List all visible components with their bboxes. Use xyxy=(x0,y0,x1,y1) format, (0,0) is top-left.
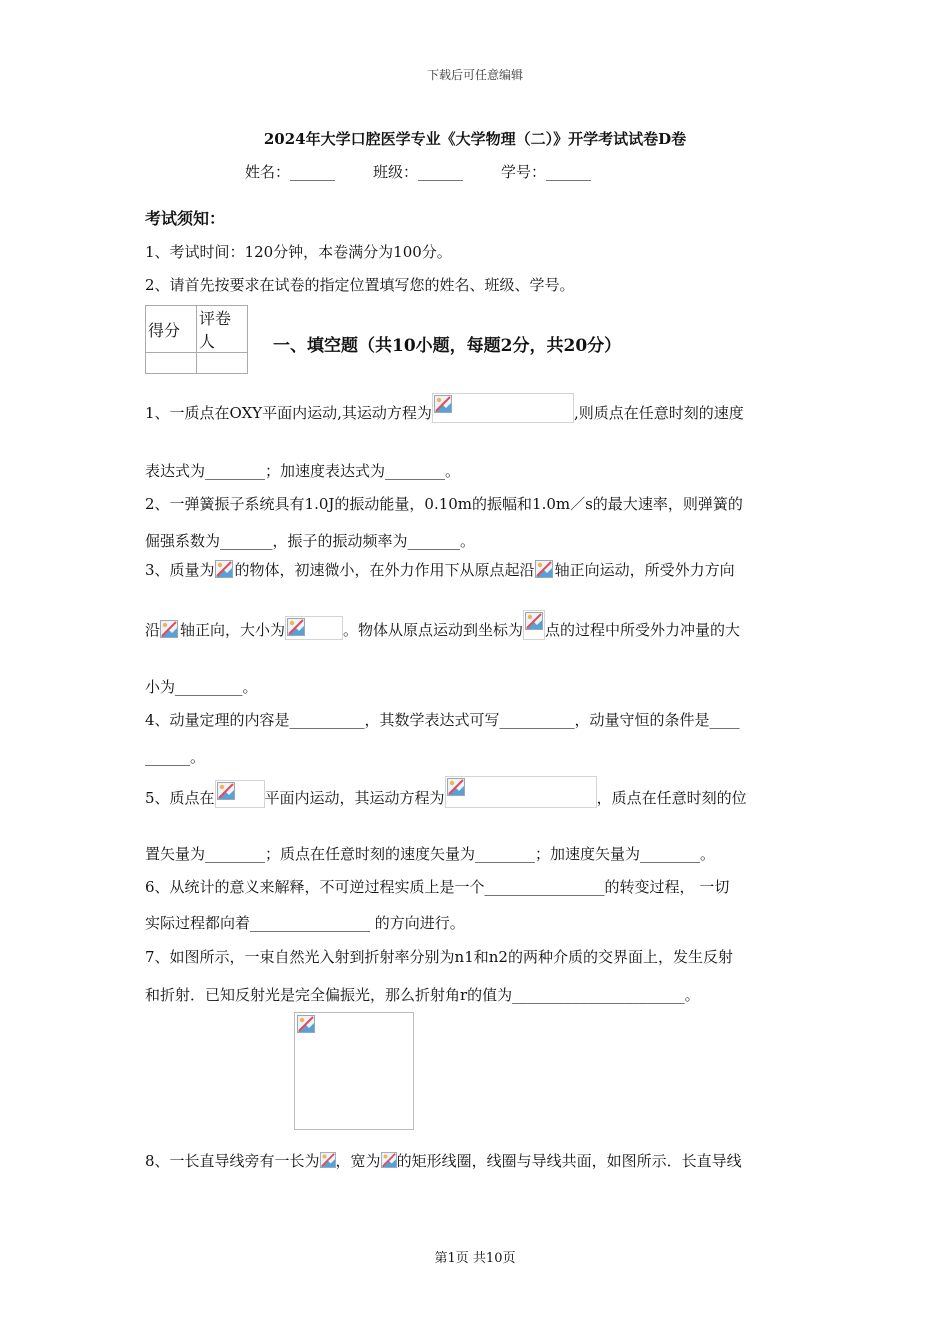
question-7-line-1: 7、如图所示，一束自然光入射到折射率分别为n1和n2的两种介质的交界面上，发生反射 xyxy=(145,948,733,966)
question-6-line-2: 实际过程都向着________________ 的方向进行。 xyxy=(145,914,465,932)
equation-image xyxy=(432,393,574,423)
question-2-line-2: 倔强系数为_______，振子的振动频率为_______。 xyxy=(145,532,476,550)
q3-text-a2: 的物体，初速微小，在外力作用下从原点起沿 xyxy=(234,561,535,579)
score-cell xyxy=(146,353,197,374)
header-note: 下载后可任意编辑 xyxy=(426,68,523,82)
notice-item-1: 1、考试时间：120分钟，本卷满分为100分。 xyxy=(145,243,452,261)
image-placeholder-icon xyxy=(381,1151,397,1169)
q3-text-b4: 点的过程中所受外力冲量的大 xyxy=(545,621,741,639)
question-5-line-1 xyxy=(145,776,747,808)
equation-image xyxy=(285,616,343,640)
student-id-field: 学号：______ xyxy=(501,163,592,181)
question-5-line-2: 置矢量为________；质点在任意时刻的速度矢量为________；加速度矢量为________。 xyxy=(145,845,716,863)
question-4-line-1: 4、动量定理的内容是__________，其数学表达式可写__________，动量守恒的条件是____ xyxy=(145,711,740,729)
figure-image xyxy=(294,1012,414,1130)
equation-image xyxy=(381,1151,397,1171)
image-placeholder-icon xyxy=(525,612,543,630)
question-4-line-2: ______。 xyxy=(145,748,206,766)
q3-text-b2: 轴正向，大小为 xyxy=(180,621,286,639)
image-placeholder-icon xyxy=(287,618,305,636)
page-title: 2024年大学口腔医学专业《大学物理（二）》开学考试试卷D卷 xyxy=(263,130,687,148)
question-6-line-1: 6、从统计的意义来解释，不可逆过程实质上是一个________________的转变过程， 一切 xyxy=(145,878,730,896)
q5-text-a3: ，质点在任意时刻的位 xyxy=(596,789,747,807)
q8-text-a1: 8、一长直导线旁有一长为 xyxy=(145,1152,320,1170)
grader-cell xyxy=(197,353,248,374)
notice-item-2: 2、请首先按要求在试卷的指定位置填写您的姓名、班级、学号。 xyxy=(145,276,575,294)
question-3-line-3: 小为_________。 xyxy=(145,678,258,696)
image-placeholder-icon xyxy=(447,778,465,796)
question-3-line-1 xyxy=(145,559,735,580)
q3-text-a3: 轴正向运动，所受外力方向 xyxy=(554,561,735,579)
q5-text-a2: 平面内运动，其运动方程为 xyxy=(264,789,445,807)
question-8-line-1 xyxy=(145,1150,742,1171)
question-1-line-2: 表达式为________；加速度表达式为________。 xyxy=(145,462,461,480)
name-field: 姓名：______ xyxy=(245,163,336,181)
equation-image xyxy=(160,620,180,640)
question-7-line-2: 和折射．已知反射光是完全偏振光，那么折射角r的值为_______________________。 xyxy=(145,986,700,1004)
q3-text-a1: 3、质量为 xyxy=(145,561,215,579)
image-placeholder-icon xyxy=(217,782,235,800)
q3-text-b1: 沿 xyxy=(145,621,161,639)
equation-image xyxy=(535,560,555,580)
section-title: 一、填空题（共10小题，每题2分，共20分） xyxy=(273,336,622,356)
image-placeholder-icon xyxy=(434,395,452,413)
image-placeholder-icon xyxy=(297,1015,315,1033)
q1-text-b: ,则质点在任意时刻的速度 xyxy=(573,404,744,422)
class-field: 班级：______ xyxy=(373,163,464,181)
q5-text-a1: 5、质点在 xyxy=(145,789,215,807)
q1-text-a: 1、一质点在OXY平面内运动,其运动方程为 xyxy=(145,404,432,422)
grader-header: 评卷人 xyxy=(197,306,248,353)
student-info-row xyxy=(245,161,591,182)
question-2-line-1: 2、一弹簧振子系统具有1.0J的振动能量，0.10m的振幅和1.0m／s的最大速率，则弹簧的 xyxy=(145,495,743,513)
question-3-line-2 xyxy=(145,610,740,640)
page-number: 第1页 共10页 xyxy=(434,1251,516,1266)
equation-image xyxy=(445,776,597,808)
image-placeholder-icon xyxy=(160,620,178,638)
image-placeholder-icon xyxy=(535,560,553,578)
equation-image xyxy=(320,1151,336,1171)
image-placeholder-icon xyxy=(320,1151,336,1169)
question-1-line-1 xyxy=(145,393,744,423)
q8-text-a3: 的矩形线圈，线圈与导线共面，如图所示．长直导线 xyxy=(396,1152,742,1170)
image-placeholder-icon xyxy=(215,560,233,578)
score-table xyxy=(145,305,248,374)
score-header: 得分 xyxy=(146,306,197,353)
q8-text-a2: ，宽为 xyxy=(335,1152,381,1170)
equation-image xyxy=(523,610,545,640)
notice-heading: 考试须知： xyxy=(145,209,226,228)
equation-image xyxy=(215,560,235,580)
q3-text-b3: 。物体从原点运动到坐标为 xyxy=(343,621,524,639)
equation-image xyxy=(215,780,265,808)
